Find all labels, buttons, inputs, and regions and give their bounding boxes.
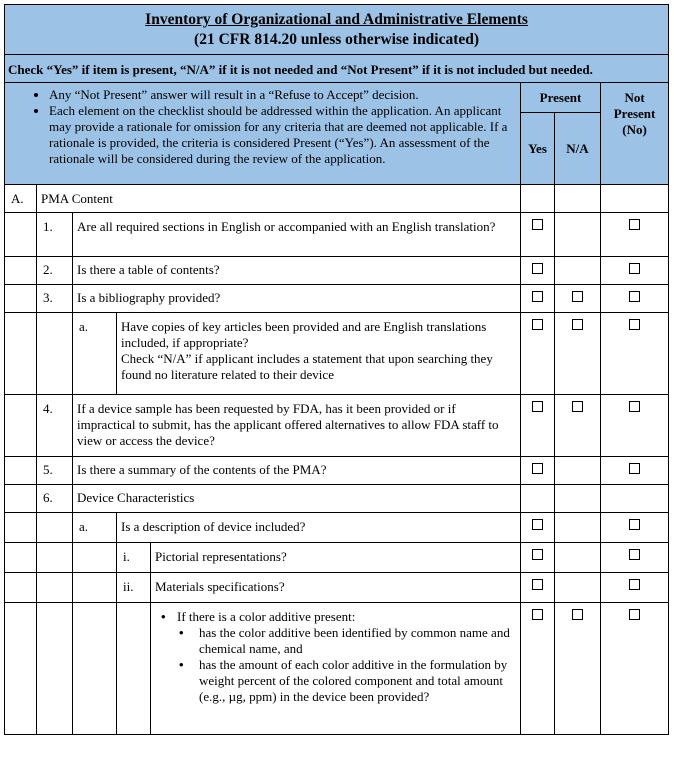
inventory-checklist-table xyxy=(4,4,669,735)
checkbox-yes[interactable] xyxy=(532,219,543,230)
col-not-present-header: Not Present (No) xyxy=(601,83,669,185)
table-row xyxy=(5,285,669,313)
checkbox-not-present[interactable] xyxy=(629,463,640,474)
col-present-header: Present xyxy=(521,83,601,113)
checkbox-yes[interactable] xyxy=(532,609,543,620)
list-item xyxy=(161,609,516,705)
bullet-icon: • xyxy=(179,625,184,640)
checkbox-yes[interactable] xyxy=(532,319,543,330)
title-line-1: Inventory of Organizational and Administrative Elements xyxy=(145,11,528,28)
table-row xyxy=(5,313,669,395)
sub-item-text: has the amount of each color additive in the formulation by weight percent of the colored component and total amount (e.g., µg, ppm) in the device been provided? xyxy=(199,657,508,704)
item-text: Is there a table of contents? xyxy=(73,257,521,285)
checkbox-yes[interactable] xyxy=(532,519,543,530)
item-number: a. xyxy=(73,513,117,543)
table-title xyxy=(5,5,669,55)
checkbox-yes[interactable] xyxy=(532,401,543,412)
checkbox-not-present[interactable] xyxy=(629,319,640,330)
table-row xyxy=(5,513,669,543)
header-notes xyxy=(5,83,521,185)
item-number: 2. xyxy=(37,257,73,285)
checkbox-not-present[interactable] xyxy=(629,401,640,412)
checkbox-not-present[interactable] xyxy=(629,609,640,620)
item-number: 3. xyxy=(37,285,73,313)
section-letter: A. xyxy=(5,185,37,213)
item-number: 6. xyxy=(37,485,73,513)
sub-item-text: has the color additive been identified by common name and chemical name, and xyxy=(199,625,510,656)
table-row xyxy=(5,257,669,285)
item-text: Pictorial representations? xyxy=(151,543,521,573)
list-item xyxy=(179,657,516,705)
col-na-header: N/A xyxy=(555,113,601,185)
checkbox-not-present[interactable] xyxy=(629,263,640,274)
instructions: Check “Yes” if item is present, “N/A” if it is not needed and “Not Present” if it is not included but needed. xyxy=(5,55,669,83)
item-text: Are all required sections in English or accompanied with an English translation? xyxy=(73,213,521,257)
table-row xyxy=(5,543,669,573)
checkbox-na[interactable] xyxy=(572,291,583,302)
checkbox-na[interactable] xyxy=(572,609,583,620)
item-text: Have copies of key articles been provided and are English translations included, if appropriate? xyxy=(121,319,487,350)
item-number: 5. xyxy=(37,457,73,485)
item-number: ii. xyxy=(117,573,151,603)
list-item xyxy=(179,625,516,657)
table-row xyxy=(5,485,669,513)
checkbox-not-present[interactable] xyxy=(629,219,640,230)
checkbox-yes[interactable] xyxy=(532,463,543,474)
item-number: 1. xyxy=(37,213,73,257)
note-refuse-to-accept: • Any “Not Present” answer will result in a “Refuse to Accept” decision. xyxy=(49,87,516,103)
item-text: Is a description of device included? xyxy=(117,513,521,543)
checkbox-yes[interactable] xyxy=(532,579,543,590)
checklist-page xyxy=(4,4,669,735)
item-note: Check “N/A” if applicant includes a statement that upon searching they found no literature related to their device xyxy=(121,351,493,382)
table-row xyxy=(5,603,669,735)
item-text: Is there a summary of the contents of the PMA? xyxy=(73,457,521,485)
checkbox-yes[interactable] xyxy=(532,263,543,274)
bullet-icon: • xyxy=(179,657,184,672)
item-text: If a device sample has been requested by FDA, has it been provided or if impractical to submit, has the applicant offered alternatives to allow FDA staff to view or access the device? xyxy=(73,395,521,457)
checkbox-not-present[interactable] xyxy=(629,579,640,590)
checkbox-not-present[interactable] xyxy=(629,519,640,530)
table-row xyxy=(5,213,669,257)
item-text: Materials specifications? xyxy=(151,573,521,603)
col-yes-header: Yes xyxy=(521,113,555,185)
note-rationale: • Each element on the checklist should be addressed within the application. An applicant may provide a rationale for omission for any criteria that are deemed not applicable. If a rationale is provided, the criteria is considered Present (“Yes”). An assessment of the rationale will be considered during the review of the application. xyxy=(49,103,516,167)
title-line-2: (21 CFR 814.20 unless otherwise indicated) xyxy=(194,31,480,48)
item-number: i. xyxy=(117,543,151,573)
table-row xyxy=(5,457,669,485)
section-a-row xyxy=(5,185,669,213)
checkbox-yes[interactable] xyxy=(532,549,543,560)
item-number: a. xyxy=(73,313,117,395)
table-row xyxy=(5,395,669,457)
table-row xyxy=(5,573,669,603)
checkbox-na[interactable] xyxy=(572,319,583,330)
item-text: Device Characteristics xyxy=(73,485,521,513)
item-number: 4. xyxy=(37,395,73,457)
checkbox-not-present[interactable] xyxy=(629,549,640,560)
checkbox-not-present[interactable] xyxy=(629,291,640,302)
color-additive-text: If there is a color additive present: xyxy=(177,609,356,624)
checkbox-na[interactable] xyxy=(572,401,583,412)
bullet-icon: • xyxy=(161,609,166,624)
section-label: PMA Content xyxy=(37,185,521,213)
checkbox-yes[interactable] xyxy=(532,291,543,302)
item-text: Is a bibliography provided? xyxy=(73,285,521,313)
